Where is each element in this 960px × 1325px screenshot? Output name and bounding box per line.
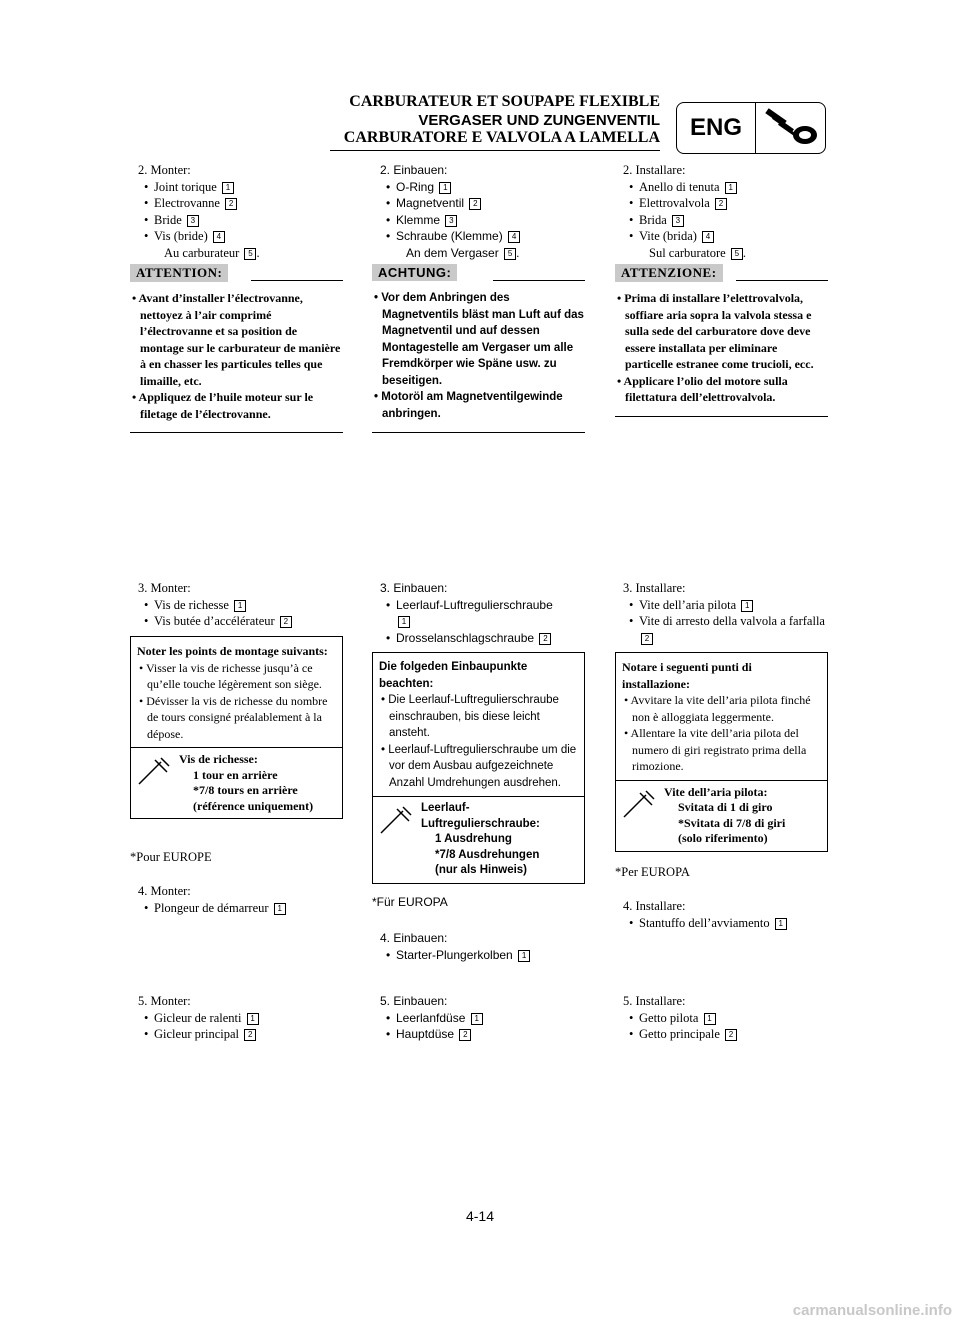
de-step-3: [372, 580, 587, 646]
wrench-icon: [616, 781, 664, 851]
list-item: • Getto principale 2: [615, 1026, 830, 1043]
list-subline: Au carburateur 5 .: [164, 245, 260, 260]
caution-label: ATTENTION:: [130, 264, 228, 282]
list-item: • Vite dell’aria pilota 1: [615, 597, 830, 614]
page-number: 4-14: [465, 1208, 495, 1224]
title-french: CARBURATEUR ET SOUPAPE FLEXIBLE: [349, 93, 660, 110]
step-title: 4. Monter:: [138, 884, 191, 898]
it-step-4: [615, 898, 830, 931]
list-item: • Leerlauf-Luftregulierschraube 1: [386, 597, 553, 626]
fr-step-5: [130, 993, 345, 1043]
badge-label: ENG: [677, 103, 756, 153]
fr-step-4: [130, 883, 345, 916]
list-item: • Vite (brida) 4: [615, 228, 830, 245]
list-item: • Leerlanfdüse 1: [372, 1010, 587, 1027]
list-item: • Anello di tenuta 1: [615, 179, 830, 196]
step-title: 5. Installare:: [623, 994, 686, 1008]
fr-footnote: *Pour EUROPE: [130, 850, 212, 864]
step-title: 5. Monter:: [138, 994, 191, 1008]
step-title: 5. Einbauen:: [380, 994, 448, 1008]
title-german: VERGASER UND ZUNGENVENTIL: [418, 112, 660, 129]
spec-line: (référence uniquement): [193, 798, 314, 813]
caution-bullet: • Prima di installare l’elettrovalvola, soffiare aria sopra la valvola stessa e sulla sede del carburatore dove deve essere installata per eliminare particelle estranee come trucioli, ecc.: [617, 291, 814, 371]
step-title: 2. Einbauen:: [380, 163, 448, 177]
note-bullet: • Allentare la vite dell’aria pilota del numero di giri registrato prima della rimozione.: [624, 726, 807, 773]
list-item: • Vis butée d’accélérateur 2: [130, 613, 345, 630]
list-item: • Vite di arresto della valvola a farfalla 2: [629, 614, 825, 643]
step-title: 3. Monter:: [138, 581, 191, 595]
spec-title: Vis de richesse:: [179, 752, 258, 766]
engine-piston-icon: [756, 103, 825, 153]
it-step-2: [615, 162, 830, 261]
fr-caution: [130, 262, 343, 433]
list-item: • Vis de richesse 1: [130, 597, 345, 614]
it-note-box: [615, 652, 828, 852]
it-step-5: [615, 993, 830, 1043]
list-item: • Vis (bride) 4: [130, 228, 345, 245]
de-note-box: [372, 652, 585, 884]
title-italian: CARBURATORE E VALVOLA A LAMELLA: [343, 129, 660, 146]
spec-line: *7/8 tours en arrière: [193, 783, 298, 797]
list-subline: Sul carburatore 5 .: [649, 245, 746, 260]
step-title: 3. Einbauen:: [380, 581, 448, 595]
caution-bullet: • Motoröl am Magnetventilgewinde anbringen.: [374, 391, 563, 420]
section-badge: [676, 102, 826, 154]
it-step-3: [615, 580, 830, 646]
list-subline: An dem Vergaser 5 .: [406, 245, 520, 260]
list-item: • Klemme 3: [372, 212, 587, 229]
list-item: • Gicleur principal 2: [130, 1026, 345, 1043]
de-step-2: [372, 162, 587, 261]
note-bullet: • Visser la vis de richesse jusqu’à ce qu’elle touche légèrement son siège.: [139, 660, 322, 691]
list-item: • Brida 3: [615, 212, 830, 229]
list-item: • Gicleur de ralenti 1: [130, 1010, 345, 1027]
step-title: 3. Installare:: [623, 581, 686, 595]
note-bullet: • Avvitare la vite dell’aria pilota finché non è alloggiata leggermente.: [624, 693, 811, 724]
list-item: • Getto pilota 1: [615, 1010, 830, 1027]
caution-bullet: • Appliquez de l’huile moteur sur le filetage de l’électrovanne.: [132, 390, 314, 421]
list-item: • Elettrovalvola 2: [615, 195, 830, 212]
spec-line: Svitata di 1 di giro: [678, 800, 773, 814]
list-item: • O-Ring 1: [372, 179, 587, 196]
de-step-5: [372, 993, 587, 1043]
caution-label: ATTENZIONE:: [615, 264, 723, 282]
wrench-icon: [131, 748, 179, 818]
note-bullet: • Die Leerlauf-Luftregulierschraube einschrauben, bis diese leicht ansteht.: [381, 694, 559, 739]
watermark: carmanualsonline.info: [792, 1302, 952, 1319]
caution-bullet: • Avant d’installer l’électrovanne, nettoyez à l’air comprimé l’électrovanne et sa position de montage sur le carburateur de manière à en chasser les particules telles que limaille, etc.: [132, 291, 341, 388]
list-item: • Joint torique 1: [130, 179, 345, 196]
fr-step-3: [130, 580, 345, 630]
it-footnote: *Per EUROPA: [615, 865, 690, 879]
note-bullet: • Dévisser la vis de richesse du nombre de tours consigné préalablement à la dépose.: [139, 693, 328, 741]
de-step-4: [372, 930, 587, 963]
it-caution: [615, 262, 828, 417]
spec-title: Vite dell’aria pilota:: [664, 784, 768, 799]
spec-line: *Svitata di 7/8 di giri: [678, 815, 786, 830]
note-title: Notare i seguenti punti di installazione:: [622, 660, 752, 691]
fr-note-box: [130, 636, 343, 819]
caution-bullet: • Applicare l’olio del motore sulla filettatura dell’elettrovalvola.: [617, 373, 788, 404]
note-title: Noter les points de montage suivants:: [137, 644, 328, 658]
list-item: • Plongeur de démarreur 1: [130, 900, 345, 917]
list-item: • Drosselanschlagschraube 2: [372, 630, 587, 647]
fr-step-2: [130, 162, 345, 261]
list-item: • Stantuffo dell’avviamento 1: [615, 915, 830, 932]
de-footnote: *Für EUROPA: [372, 895, 448, 909]
caution-label: ACHTUNG:: [372, 264, 457, 281]
spec-line: (nur als Hinweis): [435, 864, 528, 876]
list-item: • Electrovanne 2: [130, 195, 345, 212]
step-title: 4. Installare:: [623, 899, 686, 913]
list-item: • Hauptdüse 2: [372, 1026, 587, 1043]
spec-line: *7/8 Ausdrehungen: [435, 848, 540, 861]
step-title: 4. Einbauen:: [380, 931, 448, 945]
spec-title: Leerlauf-Luftregulierschraube:: [421, 802, 540, 830]
list-item: • Starter-Plungerkolben 1: [372, 947, 587, 964]
title-underline: [330, 150, 660, 151]
note-title: Die folgeden Einbaupunkte beachten:: [379, 661, 528, 690]
list-item: • Bride 3: [130, 212, 345, 229]
step-title: 2. Installare:: [623, 163, 686, 177]
spec-line: 1 tour en arrière: [193, 767, 278, 782]
caution-bullet: • Vor dem Anbringen des Magnetventils bläst man Luft auf das Magnetventil und auf dessen Montagestelle am Vergaser um alle Fremdkörper wie Späne usw. zu beseitigen.: [374, 292, 584, 387]
list-item: • Magnetventil 2: [372, 195, 587, 212]
step-title: 2. Monter:: [138, 163, 191, 177]
note-bullet: • Leerlauf-Luftregulierschraube um die vor dem Ausbau aufgezeichnete Anzahl Umdrehungen ausdrehen.: [381, 743, 577, 789]
de-caution: [372, 262, 585, 433]
spec-line: (solo riferimento): [678, 831, 768, 845]
wrench-icon: [373, 797, 421, 883]
spec-line: 1 Ausdrehung: [435, 833, 512, 845]
list-item: • Schraube (Klemme) 4: [372, 228, 587, 245]
